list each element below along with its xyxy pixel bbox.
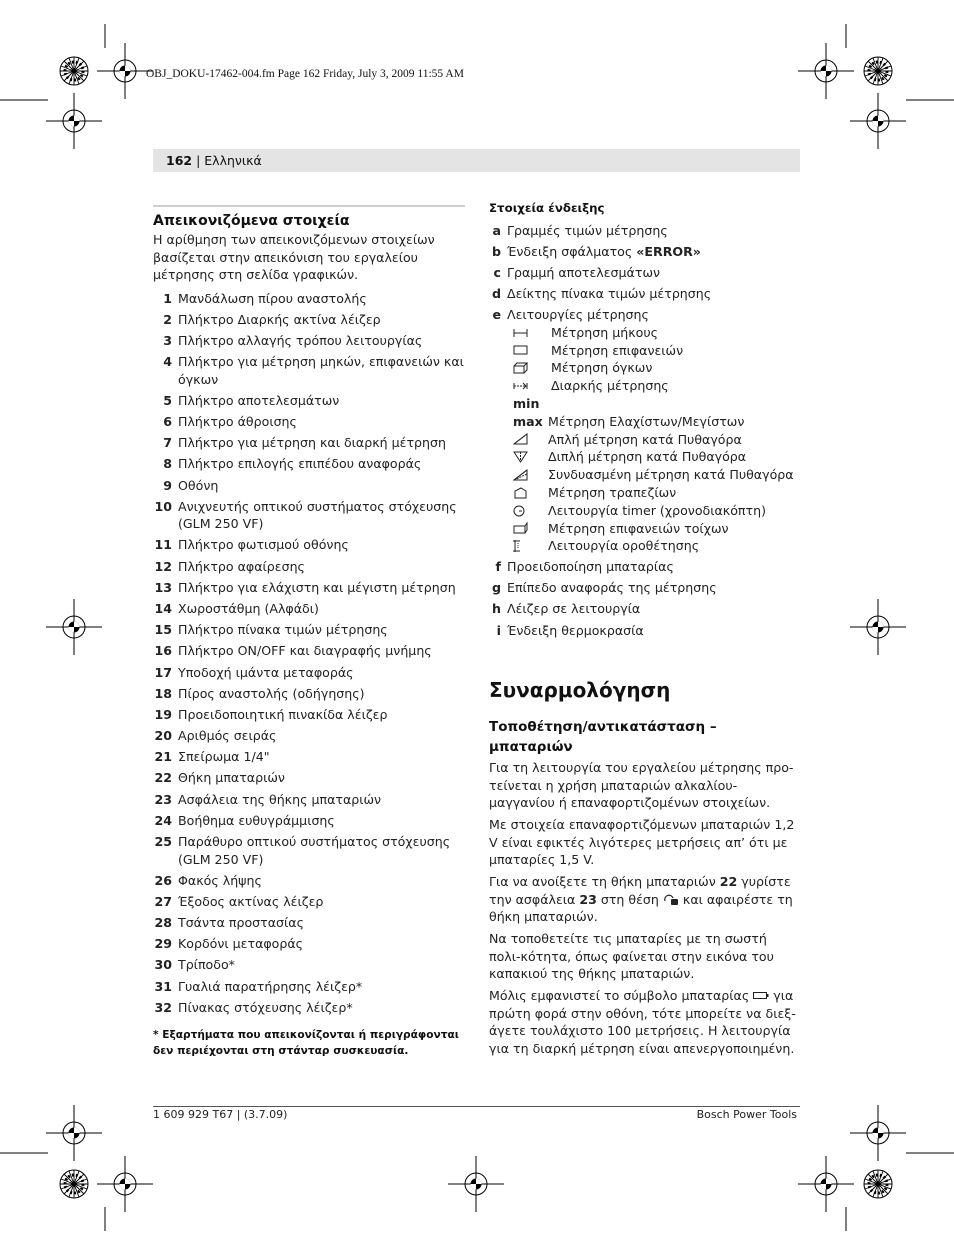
component-number: 15 bbox=[154, 622, 172, 638]
component-number: 4 bbox=[163, 354, 172, 370]
component-label: Σπείρωμα 1/4" bbox=[178, 749, 270, 765]
component-label: Τσάντα προστασίας bbox=[178, 915, 304, 931]
component-label: Πλήκτρο για μέτρηση και διαρκή μέτρηση bbox=[178, 435, 446, 451]
component-label: Βοήθημα ευθυγράμμισης bbox=[178, 812, 335, 828]
component-item bbox=[153, 791, 465, 809]
function-trapezoid: Μέτρηση τραπεζίων bbox=[513, 484, 800, 502]
pythagoras-double-icon bbox=[513, 451, 548, 463]
function-volume: Μέτρηση όγκων bbox=[513, 359, 800, 377]
battery-paragraph-4: Να τοποθετείτε τις μπαταρίες με τη σωστή πολι-κότητα, όπως φαίνεται στην εικόνα του καπακιού της θήκης μπαταριών. bbox=[489, 931, 774, 982]
component-item bbox=[153, 727, 465, 745]
component-number: 9 bbox=[163, 477, 172, 493]
component-number: 5 bbox=[163, 392, 172, 408]
page-header-separator: | bbox=[196, 153, 201, 168]
component-item bbox=[153, 956, 465, 974]
component-item bbox=[153, 833, 465, 868]
display-item-i: i Ένδειξη θερμοκρασία bbox=[496, 622, 644, 638]
component-label: Ασφάλεια της θήκης μπαταριών bbox=[178, 791, 382, 807]
component-number: 32 bbox=[154, 999, 172, 1015]
component-number: 20 bbox=[154, 728, 172, 744]
display-item-h: h Λέιζερ σε λειτουργία bbox=[492, 601, 641, 617]
wall-area-icon bbox=[513, 522, 548, 534]
display-item-a: a Γραμμές τιμών μέτρησης bbox=[492, 222, 668, 238]
volume-measure-icon bbox=[513, 362, 551, 374]
timer-icon bbox=[513, 505, 548, 517]
component-item bbox=[153, 769, 465, 787]
component-item bbox=[153, 999, 465, 1017]
component-number: 7 bbox=[163, 435, 172, 451]
component-label: Έξοδος ακτίνας λέιζερ bbox=[178, 893, 324, 909]
components-heading: Απεικονιζόμενα στοιχεία bbox=[153, 213, 350, 229]
battery-paragraph-3: Για να ανοίξετε τη θήκη μπαταριών 22 γυρίστε την ασφάλεια 23 στη θέση και αφαιρέστε τη θήκη μπαταριών. bbox=[489, 874, 793, 925]
component-item bbox=[153, 935, 465, 953]
function-min: min bbox=[513, 396, 540, 412]
function-stakeout: Λειτουργία οροθέτησης bbox=[513, 537, 800, 555]
stakeout-icon bbox=[513, 540, 548, 552]
battery-section-heading: Τοποθέτηση/αντικατάσταση – μπαταριών bbox=[489, 719, 717, 756]
battery-paragraph-1: Για τη λειτουργία του εργαλείου μέτρησης προ-τείνεται η χρήση μπαταριών αλκαλίου-μαγγανίου ή επαναφορτιζομένων στοιχείων. bbox=[489, 760, 794, 811]
component-label: Πλήκτρο αλλαγής τρόπου λειτουργίας bbox=[178, 332, 423, 348]
pythagoras-combined-icon bbox=[513, 469, 548, 481]
component-number: 26 bbox=[154, 872, 172, 888]
component-item bbox=[153, 872, 465, 890]
section-rule bbox=[153, 205, 465, 207]
component-item bbox=[153, 978, 465, 996]
page-header bbox=[166, 153, 262, 168]
component-item bbox=[153, 621, 465, 639]
component-item bbox=[153, 353, 465, 388]
component-item bbox=[153, 413, 465, 431]
left-column bbox=[153, 205, 465, 1059]
component-number: 8 bbox=[163, 456, 172, 472]
component-number: 17 bbox=[154, 664, 172, 680]
pythagoras-simple-icon bbox=[513, 433, 548, 445]
function-minmax: max Μέτρηση Ελαχίστων/Μεγίστων bbox=[513, 413, 745, 429]
component-number: 6 bbox=[163, 413, 172, 429]
function-pythagoras-double: Διπλή μέτρηση κατά Πυθαγόρα bbox=[513, 448, 800, 466]
battery-paragraph-5: Μόλις εμφανιστεί το σύμβολο μπαταρίας για πρώτη φορά στην οθόνη, τότε μπορείτε να διεξ-άγετε τουλάχιστο 100 μετρήσεις. Η λειτουργία για τη διαρκή μέτρηση είναι απενεργοποιημένη. bbox=[489, 988, 796, 1056]
component-item bbox=[153, 332, 465, 350]
function-timer: Λειτουργία timer (χρονοδιακόπτη) bbox=[513, 502, 800, 520]
component-label: Τρίποδο* bbox=[178, 957, 235, 973]
component-number: 16 bbox=[154, 643, 172, 659]
component-label: Φακός λήψης bbox=[178, 872, 262, 888]
display-item-f: f Προειδοποίηση μπαταρίας bbox=[495, 559, 674, 575]
component-number: 30 bbox=[154, 957, 172, 973]
component-number: 13 bbox=[154, 579, 172, 595]
component-label: Πλήκτρο για ελάχιστη και μέγιστη μέτρηση bbox=[178, 579, 456, 595]
continuous-measure-icon bbox=[513, 380, 551, 392]
function-continuous: Διαρκής μέτρησης bbox=[513, 377, 800, 395]
component-label: Μανδάλωση πίρου αναστολής bbox=[178, 290, 367, 306]
component-item bbox=[153, 812, 465, 830]
component-label: Αριθμός σειράς bbox=[178, 728, 277, 744]
footer-rule bbox=[153, 1106, 800, 1107]
component-label: Πλήκτρο επιλογής επιπέδου αναφοράς bbox=[178, 456, 422, 472]
accessories-footnote: * Εξαρτήματα που απεικονίζονται ή περιγράφονται δεν περιέχονται στη στάνταρ συσκευασία. bbox=[153, 1029, 459, 1058]
trapezoid-measure-icon bbox=[513, 487, 548, 499]
page-language: Ελληνικά bbox=[204, 153, 262, 168]
component-item bbox=[153, 477, 465, 495]
function-pythagoras-combined: Συνδυασμένη μέτρηση κατά Πυθαγόρα bbox=[513, 466, 800, 484]
component-label: Οθόνη bbox=[178, 477, 219, 493]
battery-icon bbox=[753, 991, 769, 1000]
component-item bbox=[153, 290, 465, 308]
component-number: 31 bbox=[154, 978, 172, 994]
measuring-functions-list bbox=[489, 324, 800, 555]
component-label: Θήκη μπαταριών bbox=[178, 770, 285, 786]
component-number: 28 bbox=[154, 915, 172, 931]
component-number: 2 bbox=[163, 311, 172, 327]
component-label: Πλήκτρο για μέτρηση μηκών, επιφανειών και όγκων bbox=[178, 354, 464, 387]
component-number: 29 bbox=[154, 936, 172, 952]
print-header: OBJ_DOKU-17462-004.fm Page 162 Friday, July 3, 2009 11:55 AM bbox=[146, 68, 464, 80]
display-item-e: e Λειτουργίες μέτρησης bbox=[492, 307, 649, 323]
component-item bbox=[153, 392, 465, 410]
unlock-icon bbox=[663, 893, 679, 906]
component-label: Πλήκτρο Διαρκής ακτίνα λέιζερ bbox=[178, 311, 381, 327]
component-number: 12 bbox=[154, 558, 172, 574]
area-measure-icon bbox=[513, 344, 551, 356]
component-number: 21 bbox=[154, 749, 172, 765]
right-column bbox=[489, 200, 800, 1062]
display-item-c: c Γραμμή αποτελεσμάτων bbox=[493, 264, 661, 280]
component-label: Πλήκτρο αφαίρεσης bbox=[178, 558, 305, 574]
length-measure-icon bbox=[513, 327, 551, 339]
component-number: 10 bbox=[154, 498, 172, 514]
component-number: 18 bbox=[154, 685, 172, 701]
component-label: Πλήκτρο φωτισμού οθόνης bbox=[178, 537, 349, 553]
component-number: 1 bbox=[163, 290, 172, 306]
component-label: Πίνακας στόχευσης λέιζερ* bbox=[178, 999, 353, 1015]
component-label: Ανιχνευτής οπτικού συστήματος στόχευσης (GLM 250 VF) bbox=[178, 498, 457, 532]
component-number: 24 bbox=[154, 812, 172, 828]
component-item bbox=[153, 434, 465, 452]
components-list bbox=[153, 290, 465, 1017]
page-number: 162 bbox=[166, 153, 193, 168]
display-elements-title: Στοιχεία ένδειξης bbox=[489, 201, 605, 215]
footer-doc-number: 1 609 929 T67 | (3.7.09) bbox=[153, 1108, 288, 1121]
component-item bbox=[153, 498, 465, 533]
battery-paragraph-2: Με στοιχεία επαναφορτιζόμενων μπαταριών 1,2 V είναι εφικτές λιγότερες μετρήσεις απ’ ότι με μπαταρίες 1,5 V. bbox=[489, 817, 795, 868]
component-number: 11 bbox=[154, 537, 172, 553]
component-number: 22 bbox=[154, 770, 172, 786]
component-label: Υποδοχή ιμάντα μεταφοράς bbox=[178, 664, 354, 680]
component-number: 27 bbox=[154, 893, 172, 909]
component-label: Γυαλιά παρατήρησης λέιζερ* bbox=[178, 978, 363, 994]
function-area: Μέτρηση επιφανειών bbox=[513, 342, 800, 360]
component-item bbox=[153, 914, 465, 932]
component-item bbox=[153, 893, 465, 911]
component-item bbox=[153, 706, 465, 724]
component-label: Πλήκτρο πίνακα τιμών μέτρησης bbox=[178, 622, 388, 638]
component-label: Χωροστάθμη (Αλφάδι) bbox=[178, 600, 319, 616]
component-item bbox=[153, 558, 465, 576]
component-number: 25 bbox=[154, 834, 172, 849]
component-number: 14 bbox=[154, 600, 172, 616]
function-wall-area: Μέτρηση επιφανειών τοίχων bbox=[513, 520, 800, 538]
display-item-b: b Ένδειξη σφάλματος «ERROR» bbox=[491, 243, 701, 259]
display-items-tail bbox=[489, 558, 800, 639]
component-item bbox=[153, 536, 465, 554]
component-item bbox=[153, 748, 465, 766]
footer-brand: Bosch Power Tools bbox=[696, 1108, 797, 1121]
component-item bbox=[153, 600, 465, 618]
assembly-heading: Συναρμολόγηση bbox=[489, 678, 671, 703]
component-item bbox=[153, 685, 465, 703]
display-item-g: g Επίπεδο αναφοράς της μέτρησης bbox=[491, 580, 717, 596]
component-label: Πίρος αναστολής (οδήγησης) bbox=[178, 685, 365, 701]
component-label: Κορδόνι μεταφοράς bbox=[178, 936, 304, 952]
component-label: Προειδοποιητική πινακίδα λέιζερ bbox=[178, 706, 388, 722]
function-length: Μέτρηση μήκους bbox=[513, 324, 800, 342]
component-label: Πλήκτρο ON/OFF και διαγραφής μνήμης bbox=[178, 643, 432, 659]
component-item bbox=[153, 455, 465, 473]
component-item bbox=[153, 579, 465, 597]
display-item-d: d Δείκτης πίνακα τιμών μέτρησης bbox=[491, 286, 712, 302]
component-number: 23 bbox=[154, 791, 172, 807]
component-label: Παράθυρο οπτικού συστήματος στόχευσης (GLM 250 VF) bbox=[178, 834, 451, 867]
component-number: 3 bbox=[163, 332, 172, 348]
component-label: Πλήκτρο αποτελεσμάτων bbox=[178, 392, 340, 408]
component-item bbox=[153, 664, 465, 682]
components-intro: Η αρίθμηση των απεικονιζόμενων στοιχείων βασίζεται στην απεικόνιση του εργαλείου μέτρησης στη σελίδα γραφικών. bbox=[153, 232, 435, 282]
component-label: Πλήκτρο άθροισης bbox=[178, 413, 297, 429]
component-number: 19 bbox=[154, 706, 172, 722]
component-item bbox=[153, 642, 465, 660]
component-item bbox=[153, 311, 465, 329]
function-pythagoras-simple: Απλή μέτρηση κατά Πυθαγόρα bbox=[513, 431, 800, 449]
